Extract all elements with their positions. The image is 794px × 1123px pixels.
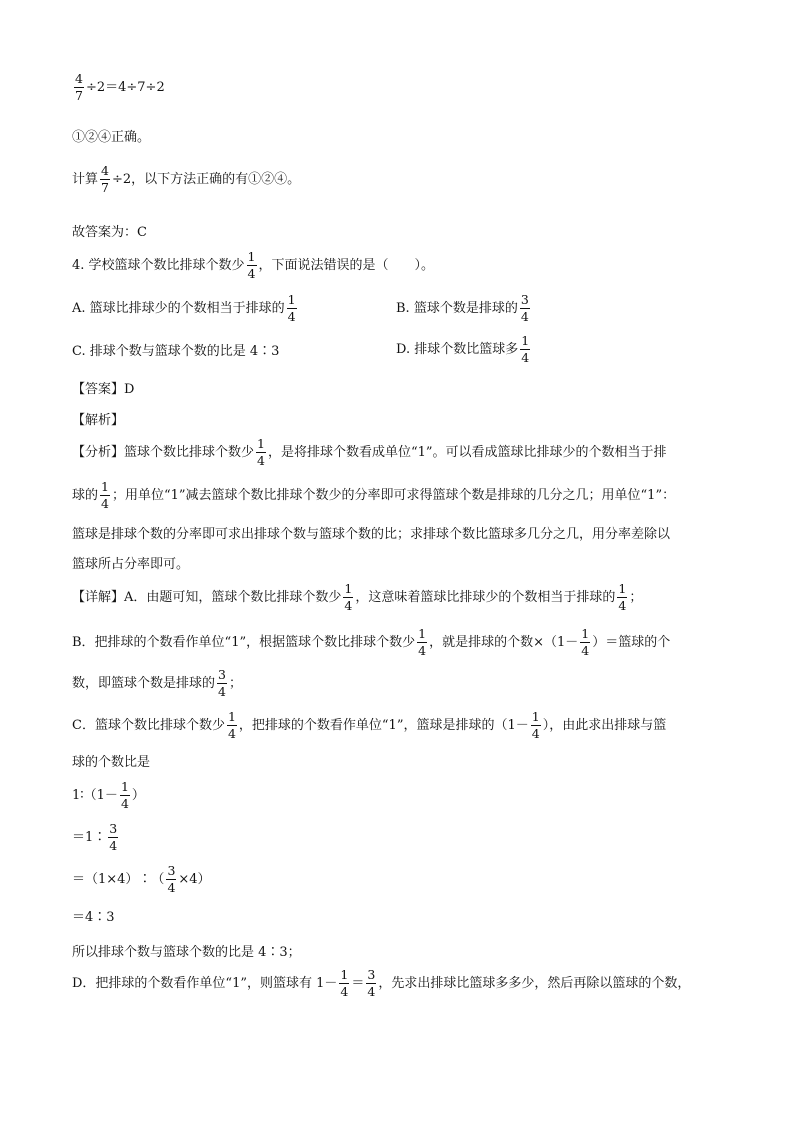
fraction: $\frac{1}{4}$	[227, 709, 236, 741]
fraction: $\frac{1}{4}$	[344, 581, 353, 613]
fraction: $\frac{1}{4}$	[521, 333, 530, 365]
detail-line: 所以排球个数与篮球个数的比是 4∶3；	[72, 945, 301, 960]
fraction: $\frac{1}{4}$	[120, 779, 129, 811]
option-b: B. 篮球个数是排球的 $\frac{3}{4}$	[396, 292, 529, 324]
fraction: $\frac{4}{7}$	[101, 163, 109, 195]
question-4: 4. 学校篮球个数比排球个数少 $\frac{1}{4}$ ，下面说法错误的是（ ）。	[72, 249, 435, 281]
answer-label: 【答案】D	[72, 382, 135, 397]
fraction: $\frac{3}{4}$	[218, 667, 226, 699]
text-line: 计算 $\frac{4}{7}$ ÷2，以下方法正确的有①②④。	[72, 163, 301, 195]
analysis-line: 篮球是排球个数的分率即可求出排球个数与篮球个数的比；求排球个数比篮球多几分之几，用分率差除以	[72, 527, 671, 542]
fraction: $\frac{1}{4}$	[257, 436, 265, 468]
fraction: $\frac{1}{4}$	[101, 479, 109, 511]
analysis-line: 【分析】篮球个数比排球个数少 $\frac{1}{4}$ ，是将排球个数看成单位“1”。可以看成篮球比排球少的个数相当于排	[72, 436, 667, 468]
fraction: $\frac{3}{4}$	[167, 863, 176, 895]
option-d: D. 排球个数比篮球多 $\frac{1}{4}$	[396, 333, 530, 365]
fraction: $\frac{1}{4}$	[418, 626, 427, 658]
fraction: $\frac{1}{4}$	[531, 709, 540, 741]
fraction: $\frac{1}{4}$	[247, 249, 256, 281]
fraction: $\frac{1}{4}$	[287, 292, 296, 324]
option-c: C. 排球个数与篮球个数的比是 4∶3	[72, 344, 280, 359]
detail-line: 【详解】A．由题可知，篮球个数比排球个数少 $\frac{1}{4}$ ，这意味着篮球比排球少的个数相当于排球的 $\frac{1}{4}$ ；	[72, 581, 643, 613]
text-line: ①②④正确。	[72, 130, 151, 145]
equation-line: 1∶（1－ $\frac{1}{4}$ ）	[72, 779, 145, 811]
detail-line: C．篮球个数比排球个数少 $\frac{1}{4}$ ，把排球的个数看作单位“1”，篮球是排球的（1－ $\frac{1}{4}$ ），由此求出排球与篮	[72, 709, 667, 741]
equation-line: ＝（1×4）∶（ $\frac{3}{4}$ ×4）	[72, 863, 211, 895]
fraction: $\frac{3}{4}$	[367, 967, 376, 999]
fraction: $\frac{1}{4}$	[340, 967, 349, 999]
fraction: $\frac{1}{4}$	[618, 581, 627, 613]
fraction: $\frac{4}{7}$	[75, 71, 83, 103]
fraction: $\frac{3}{4}$	[520, 292, 529, 324]
analysis-line: 篮球所占分率即可。	[72, 557, 190, 572]
equation-line: ＝4∶3	[72, 910, 115, 925]
equation-line: ＝1∶ $\frac{3}{4}$	[72, 821, 118, 853]
equation-line: $\frac{4}{7}$ ÷2＝4÷7÷2	[75, 71, 165, 103]
detail-line: 数，即篮球个数是排球的 $\frac{3}{4}$ ；	[72, 667, 242, 699]
text-line: 故答案为：C	[72, 225, 147, 240]
option-a: A. 篮球比排球少的个数相当于排球的 $\frac{1}{4}$	[72, 292, 296, 324]
analysis-label: 【解析】	[72, 413, 125, 428]
fraction: $\frac{3}{4}$	[109, 821, 118, 853]
analysis-line: 球的 $\frac{1}{4}$ ；用单位“1”减去篮球个数比排球个数少的分率即可求得篮球个数是排球的几分之几；用单位“1”：	[72, 479, 676, 511]
detail-line: 球的个数比是	[72, 755, 151, 770]
fraction: $\frac{1}{4}$	[581, 626, 590, 658]
detail-line: B．把排球的个数看作单位“1”，根据篮球个数比排球个数少 $\frac{1}{4}$ ，就是排球的个数×（1－ $\frac{1}{4}$ ）＝篮球的个	[72, 626, 671, 658]
detail-line: D．把排球的个数看作单位“1”，则篮球有 1－ $\frac{1}{4}$ ＝ $\frac{3}{4}$ ，先求出排球比篮球多多少，然后再除以篮球的个数，	[72, 967, 691, 999]
